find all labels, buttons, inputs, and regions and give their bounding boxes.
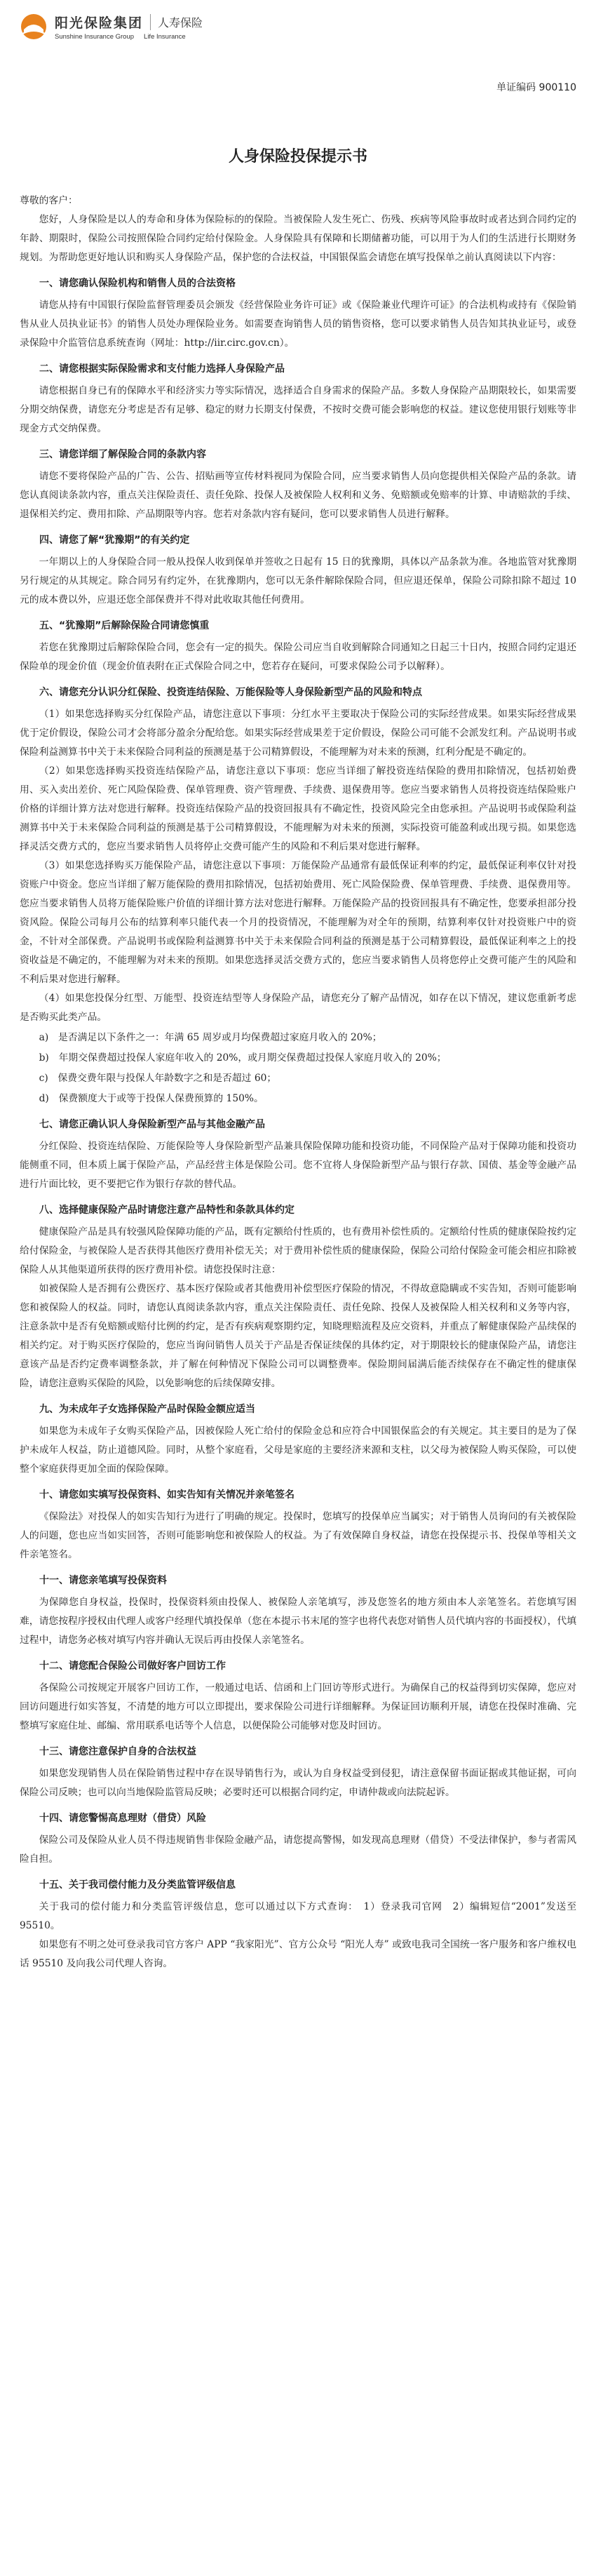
intro-paragraph: 您好，人身保险是以人的寿命和身体为保险标的的保险。当被保险人发生死亡、伤残、疾病等风险事故时或者达到合同约定的年龄、期限时，保险公司按照保险合同约定给付保险金。人身保险具有保障和长期储蓄功能，可以用于为人们的生活进行长期财务规划。为帮助您更好地认识和购买人身保险产品，保护您的合法权益，中国银保监会请您在填写投保单之前认真阅读以下内容：	[20, 214, 576, 263]
section-paragraph: 一年期以上的人身保险合同一般从投保人收到保单并签收之日起有 15 日的犹豫期，具体以产品条款为准。各地监管对犹豫期另行规定的从其规定。除合同另有约定外，在犹豫期内，您可以无条件解除保险合同，但应退还保单，保险公司除扣除不超过 10 元的成本费以外，应退还您全部保费并不得对此收取其他任何费用。	[20, 556, 576, 605]
section-heading: 十三、请您注意保护自身的合法权益	[39, 1746, 196, 1757]
section-paragraph: 如果您有不明之处可登录我司官方客户 APP “我家阳光”、官方公众号 “阳光人寿” 或致电我司全国统一客户服务和客户维权电话 95510 及向我公司代理人咨询。	[20, 1939, 576, 1969]
section-heading: 九、为未成年子女选择保险产品时保险金额应适当	[39, 1404, 255, 1415]
section-paragraph: 分红保险、投资连结保险、万能保险等人身保险新型产品兼具保险保障功能和投资功能，不同保险产品对于保障功能和投资功能侧重不同，但本质上属于保险产品，产品经营主体是保险公司。您不宜将人身保险新型产品与银行存款、国债、基金等金融产品进行片面比较，更不要把它作为银行存款的替代品。	[20, 1141, 576, 1190]
brand-subname-en: Life Insurance	[144, 33, 186, 41]
brand-name: 阳光保险集团	[55, 15, 144, 31]
section-heading: 十一、请您亲笔填写投保资料	[39, 1575, 167, 1586]
section-paragraph: 请您从持有中国银行保险监督管理委员会颁发《经营保险业务许可证》或《保险兼业代理许可证》的合法机构或持有《保险销售从业人员执业证书》的销售人员处办理保险业务。如需要查询销售人员的销售资格，您可以要求销售人员告知其执业证号，或登录保险中介监管信息系统查询（网址：http://iir.circ.gov.cn）。	[20, 300, 576, 349]
section-heading: 二、请您根据实际保险需求和支付能力选择人身保险产品	[39, 363, 285, 375]
section-heading: 五、“犹豫期”后解除保险合同请您慎重	[39, 620, 210, 631]
brand-subname: 人寿保险	[150, 14, 203, 30]
greeting: 尊敬的客户：	[20, 195, 78, 206]
section-heading: 十、请您如实填写投保资料、如实告知有关情况并亲笔签名	[39, 1489, 294, 1501]
section-paragraph: （4）如果您投保分红型、万能型、投资连结型等人身保险产品，请您充分了解产品情况，如存在以下情况，建议您重新考虑是否购买此类产品。	[20, 993, 576, 1023]
header	[20, 0, 576, 111]
section-paragraph: 为保障您自身权益，投保时，投保资料须由投保人、被保险人亲笔填写，涉及您签名的地方须由本人亲笔签名。若您填写困难，请您按程序授权由代理人或客户经理代填投保单（您在本提示书末尾的签字也将代表您对销售人员代填内容的书面授权），代填过程中，请您务必核对填写内容并确认无误后再由投保人亲笔签名。	[20, 1597, 576, 1646]
section-paragraph: 请您不要将保险产品的广告、公告、招贴画等宣传材料视同为保险合同，应当要求销售人员向您提供相关保险产品的条款。请您认真阅读条款内容，重点关注保险责任、责任免除、投保人及被保险人权利和义务、免赔额或免赔率的计算、申请赔款的手续、退保相关约定、费用扣除、产品期限等内容。您若对条款内容有疑问，您可以要求销售人员进行解释。	[20, 471, 576, 520]
section-heading: 十五、关于我司偿付能力及分类监管评级信息	[39, 1879, 236, 1891]
section-paragraph: （1）如果您选择购买分红保险产品，请您注意以下事项：分红水平主要取决于保险公司的实际经营成果。如果实际经营成果优于定价假设，保险公司才会将部分盈余分配给您。如果实际经营成果差于定价假设，保险公司可能不会派发红利。产品说明书或保险利益测算书中关于未来保险合同利益的预测是基于公司精算假设，不能理解为对未来的预测，红利分配是不确定的。	[20, 709, 576, 758]
section-paragraph: 如果您为未成年子女购买保险产品，因被保险人死亡给付的保险金总和应符合中国银保监会的有关规定。其主要目的是为了保护未成年人权益，防止道德风险。同时，从整个家庭看，父母是家庭的主要经济来源和支柱，以父母为被保险人购买保险，可以使整个家庭获得更加全面的保险保障。	[20, 1425, 576, 1475]
brand-name-en: Sunshine Insurance Group	[55, 33, 135, 41]
section-paragraph: （2）如果您选择购买投资连结保险产品，请您注意以下事项：您应当详细了解投资连结保险的费用扣除情况，包括初始费用、买入卖出差价、死亡风险保险费、保单管理费、资产管理费、手续费、退保费用等。您应当要求销售人员将投资连结保险账户价格的详细计算方法对您进行解释。投资连结保险产品的投资回报具有不确定性，投资风险完全由您承担。产品说明书或保险利益测算书中关于未来保险合同利益的预测是基于公司精算假设，不能理解为对未来的预测，实际投资可能盈利或出现亏损。如果您选择灵活交费方式的，您应当要求销售人员将停止交费可能产生的风险和不利后果对您进行解释。	[20, 765, 576, 852]
section-heading: 一、请您确认保险机构和销售人员的合法资格	[39, 278, 236, 289]
section-heading: 六、请您充分认识分红保险、投资连结保险、万能保险等人身保险新型产品的风险和特点	[39, 687, 422, 698]
list-item: a) 是否满足以下条件之一：年满 65 周岁或月均保费超过家庭月收入的 20%；	[39, 1032, 382, 1043]
sections-container	[20, 274, 576, 1973]
section-paragraph: 关于我司的偿付能力和分类监管评级信息，您可以通过以下方式查询： 1）登录我司官网 2）编辑短信“2001”发送至 95510。	[20, 1901, 576, 1931]
section-heading: 七、请您正确认识人身保险新型产品与其他金融产品	[39, 1119, 265, 1130]
section-paragraph: 各保险公司按规定开展客户回访工作，一般通过电话、信函和上门回访等形式进行。为确保自己的权益得到切实保障，您应对回访问题进行如实答复，不清楚的地方可以立即提出，要求保险公司进行详细解释。为保证回访顺利开展，请您在投保时准确、完整填写家庭住址、邮编、常用联系电话等个人信息，以便保险公司能够对您及时回访。	[20, 1682, 576, 1731]
section-heading: 八、选择健康保险产品时请您注意产品特性和条款具体约定	[39, 1205, 294, 1216]
sun-logo-icon	[20, 13, 48, 41]
section-paragraph: 请您根据自身已有的保障水平和经济实力等实际情况，选择适合自身需求的保险产品。多数人身保险产品期限较长，如果需要分期交纳保费，请您充分考虑是否有足够、稳定的财力长期支付保费，不按时交费可能会影响您的权益。建议您使用银行划账等非现金方式交纳保费。	[20, 385, 576, 434]
section-heading: 十二、请您配合保险公司做好客户回访工作	[39, 1661, 226, 1672]
document-body	[20, 192, 576, 1973]
section-heading: 十四、请您警惕高息理财（借贷）风险	[39, 1813, 206, 1824]
section-paragraph: 若您在犹豫期过后解除保险合同，您会有一定的损失。保险公司应当自收到解除合同通知之日起三十日内，按照合同约定退还保险单的现金价值（现金价值表附在正式保险合同之中，您若存在疑问，可要求保险公司予以解释）。	[20, 642, 576, 672]
section-paragraph: （3）如果您选择购买万能保险产品，请您注意以下事项：万能保险产品通常有最低保证利率的约定，最低保证利率仅针对投资账户中资金。您应当详细了解万能保险的费用扣除情况，包括初始费用、死亡风险保险费、保单管理费、手续费、退保费用等。您应当要求销售人员将万能保险账户价值的详细计算方法对您进行解释。万能保险产品的投资回报具有不确定性，您要承担部分投资风险。保险公司每月公布的结算利率只能代表一个月的投资情况，不能理解为对全年的预期，结算利率仅针对投资账户中的资金，不针对全部保费。产品说明书或保险利益测算书中关于未来保险合同利益的预测是基于公司精算假设，最低保证利率之上的投资收益是不确定的，不能理解为对未来的预期。如果您选择灵活交费方式的，您应当要求销售人员将您停止交费可能产生的风险和不利后果对您进行解释。	[20, 860, 576, 985]
section-paragraph: 《保险法》对投保人的如实告知行为进行了明确的规定。投保时，您填写的投保单应当属实；对于销售人员询问的有关被保险人的问题，您也应当如实回答，否则可能影响您和被保险人的权益。为了有效保障自身权益，请您在投保提示书、投保单等相关文件亲笔签名。	[20, 1511, 576, 1560]
document-code: 单证编码 900110	[496, 82, 576, 93]
page-title: 人身保险投保提示书	[228, 148, 367, 166]
list-item: d) 保费额度大于或等于投保人保费预算的 150%。	[39, 1093, 264, 1104]
list-item: b) 年期交保费超过投保人家庭年收入的 20%，或月期交保费超过投保人家庭月收入的 20%；	[39, 1052, 447, 1064]
section-heading: 三、请您详细了解保险合同的条款内容	[39, 449, 206, 460]
section-paragraph: 健康保险产品是具有较强风险保障功能的产品，既有定额给付性质的，也有费用补偿性质的。定额给付性质的健康保险按约定给付保险金，与被保险人是否获得其他医疗费用补偿无关；对于费用补偿性质的健康保险，保险公司给付保险金可能会相应扣除被保险人从其他渠道所获得的医疗费用补偿。请您投保时注意：	[20, 1226, 576, 1275]
section-heading: 四、请您了解“犹豫期”的有关约定	[39, 535, 190, 546]
section-paragraph: 如被保险人是否拥有公费医疗、基本医疗保险或者其他费用补偿型医疗保险的情况，不得故意隐瞒或不实告知，否则可能影响您和被保险人的权益。同时，请您认真阅读条款内容，重点关注保险责任、责任免除、投保人及被保险人相关权利和义务等内容，注意条款中是否有免赔额或赔付比例的约定，是否有疾病观察期约定，知晓理赔流程及应交资料，并重点了解健康保险产品续保的相关约定。对于购买医疗保险的，您应当询问销售人员关于产品是否保证续保的具体约定，对于期限较长的健康保险产品，请您注意该产品是否约定费率调整条款，并了解在何种情况下保险公司可以调整费率。保险期间届满后能否续保存在不确定性的健康保险，请您注意购买保险的风险，以免影响您的后续保障安排。	[20, 1283, 576, 1389]
section-paragraph: 如果您发现销售人员在保险销售过程中存在误导销售行为，或认为自身权益受到侵犯，请注意保留书面证据或其他证据，可向保险公司反映；也可以向当地保险监管局反映；必要时还可以根据合同约定，申请仲裁或向法院起诉。	[20, 1768, 576, 1798]
list-item: c) 保费交费年限与投保人年龄数字之和是否超过 60；	[39, 1073, 277, 1084]
section-paragraph: 保险公司及保险从业人员不得违规销售非保险金融产品，请您提高警惕，如发现高息理财（借贷）不受法律保护，参与者需风险自担。	[20, 1834, 576, 1865]
company-logo	[20, 13, 203, 41]
